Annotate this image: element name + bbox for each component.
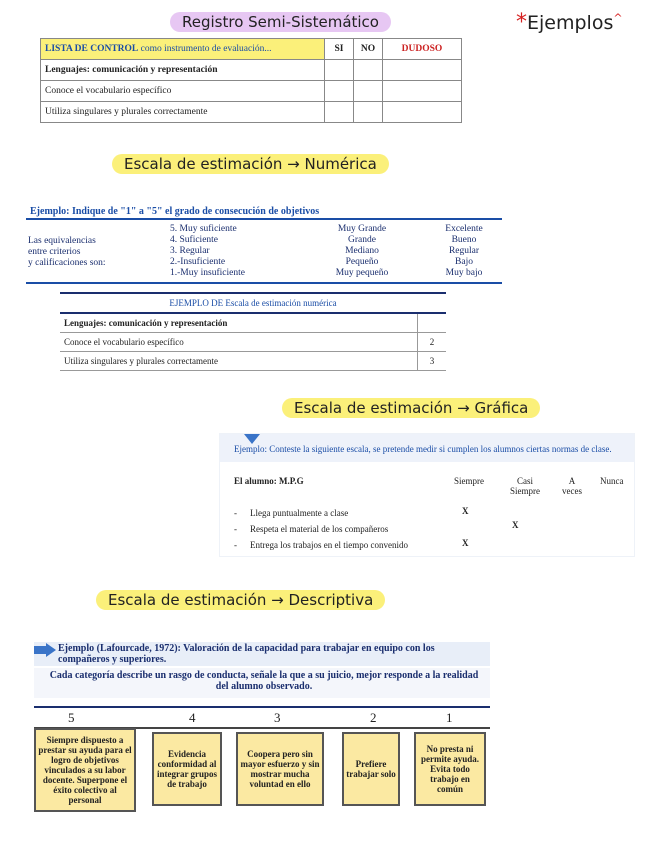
grafica-bullet: -	[234, 524, 237, 534]
descriptiva-title: Escala de estimación → Descriptiva	[96, 590, 385, 610]
grafica-bullet: -	[234, 508, 237, 518]
scale-number: 5	[68, 710, 75, 725]
scale-box-2: Prefiere trabajar solo	[342, 732, 400, 806]
numerica-table	[60, 292, 446, 371]
grado: Grande	[348, 235, 376, 245]
calificacion: Regular	[448, 246, 480, 256]
criterio: 4. Suficiente	[170, 235, 219, 245]
grafica-row-label: Llega puntualmente a clase	[250, 508, 349, 518]
grafica-col-casi: Casi Siempre	[510, 476, 540, 496]
row-value: 2	[418, 333, 447, 352]
calificacion: Bajo	[455, 257, 473, 267]
criterio: 5. Muy suficiente	[170, 224, 237, 234]
row-label: Conoce el vocabulario específico	[41, 81, 325, 102]
scale-number: 2	[370, 710, 377, 725]
lista-control-table	[40, 38, 462, 123]
col-dudoso: DUDOSO	[383, 39, 462, 60]
label-line: Las equivalencias	[28, 236, 96, 246]
numerica-example: Ejemplo: Indique de "1" a "5" el grado de consecución de objetivos	[30, 206, 320, 217]
registro-title: Registro Semi-Sistemático	[170, 12, 391, 32]
table-row	[60, 333, 446, 352]
numerica-title: Escala de estimación → Numérica	[112, 154, 389, 174]
grado: Muy Grande	[337, 224, 387, 234]
criterio: 3. Regular	[170, 246, 210, 256]
row-label: Lenguajes: comunicación y representación	[60, 313, 418, 333]
scale-box-4: Evidencia conformidad al integrar grupos de trabajo	[152, 732, 222, 806]
table-header-row	[41, 39, 462, 60]
scale-box-1: No presta ni permite ayuda. Evita todo trabajo en común	[414, 732, 486, 806]
scale-number: 4	[189, 710, 196, 725]
table-row	[41, 102, 462, 123]
col-no: NO	[354, 39, 383, 60]
table-header-row	[60, 293, 446, 313]
col-grado	[322, 224, 402, 279]
grado: Pequeño	[345, 257, 379, 267]
grafica-col-siempre: Siempre	[454, 476, 484, 486]
row-label: Utiliza singulares y plurales correctamente	[60, 352, 418, 371]
lista-header-blue: LISTA DE CONTROL	[45, 44, 139, 54]
numerica-table-header: EJEMPLO DE Escala de estimación numérica	[60, 293, 446, 313]
table-row	[60, 352, 446, 371]
descriptiva-instruction: Cada categoría describe un rasgo de conducta, señale la que a su juicio, mejor responde a la realidad del alumno observado.	[49, 670, 479, 692]
table-row	[60, 313, 446, 333]
label-line: y calificaciones son:	[28, 258, 106, 268]
grafica-example: Ejemplo: Conteste la siguiente escala, se pretende medir si cumplen los alumnos ciertas normas de clase.	[234, 444, 612, 454]
table-row	[41, 81, 462, 102]
grafica-title: Escala de estimación → Gráfica	[282, 398, 540, 418]
row-label: Lenguajes: comunicación y representación	[41, 60, 325, 81]
grafica-row-mark: X	[512, 520, 519, 530]
grafica-row-mark: X	[462, 538, 469, 548]
grafica-row-label: Entrega los trabajos en el tiempo convenido	[250, 540, 408, 550]
criterio: 1.-Muy insuficiente	[170, 268, 245, 278]
grado: Mediano	[345, 246, 379, 256]
lista-header-cell	[41, 39, 325, 60]
calificacion: Muy bajo	[445, 268, 483, 278]
grado: Muy pequeño	[335, 268, 389, 278]
grafica-bullet: -	[234, 540, 237, 550]
calificacion: Excelente	[445, 224, 483, 234]
grafica-student: El alumno: M.P.G	[234, 476, 304, 486]
grafica-row-label: Respeta el material de los compañeros	[250, 524, 389, 534]
descriptiva-example: Ejemplo (Lafourcade, 1972): Valoración de la capacidad para trabajar en equipo con los compañeros y superiores.	[58, 643, 435, 665]
divider	[34, 706, 490, 708]
equivalencias-label	[28, 236, 106, 269]
grafica-row-mark: X	[462, 506, 469, 516]
col-si: SI	[325, 39, 354, 60]
grafica-panel	[220, 434, 634, 556]
calificacion: Bueno	[451, 235, 477, 245]
scale-box-3: Coopera pero sin mayor esfuerzo y sin mostrar mucha voluntad en ello	[236, 732, 324, 806]
ejemplos-mark: ^	[613, 11, 623, 25]
col-criterios	[170, 224, 245, 279]
scale-box-5: Siempre dispuesto a prestar su ayuda para el logro de objetivos vinculados a su labor docente. Superpone el éxito colectivo al personal	[34, 728, 136, 812]
ejemplos-text: Ejemplos	[527, 12, 614, 34]
row-label: Utiliza singulares y plurales correctamente	[41, 102, 325, 123]
scale-number: 1	[446, 710, 453, 725]
arrow-right-icon	[34, 643, 56, 657]
equivalencias-box	[26, 218, 502, 284]
col-calificacion	[434, 224, 494, 279]
row-label: Conoce el vocabulario específico	[60, 333, 418, 352]
grafica-col-aveces: A veces	[562, 476, 582, 496]
grafica-col-nunca: Nunca	[600, 476, 624, 486]
row-value	[418, 313, 447, 333]
ejemplos-label: *Ejemplos^	[516, 10, 623, 35]
lista-header-rest: como instrumento de evaluación...	[138, 44, 272, 54]
table-row	[41, 60, 462, 81]
label-line: entre criterios	[28, 247, 81, 257]
scale-number: 3	[274, 710, 281, 725]
arrow-down-icon	[244, 434, 260, 444]
row-value: 3	[418, 352, 447, 371]
criterio: 2.-Insuficiente	[170, 257, 226, 267]
